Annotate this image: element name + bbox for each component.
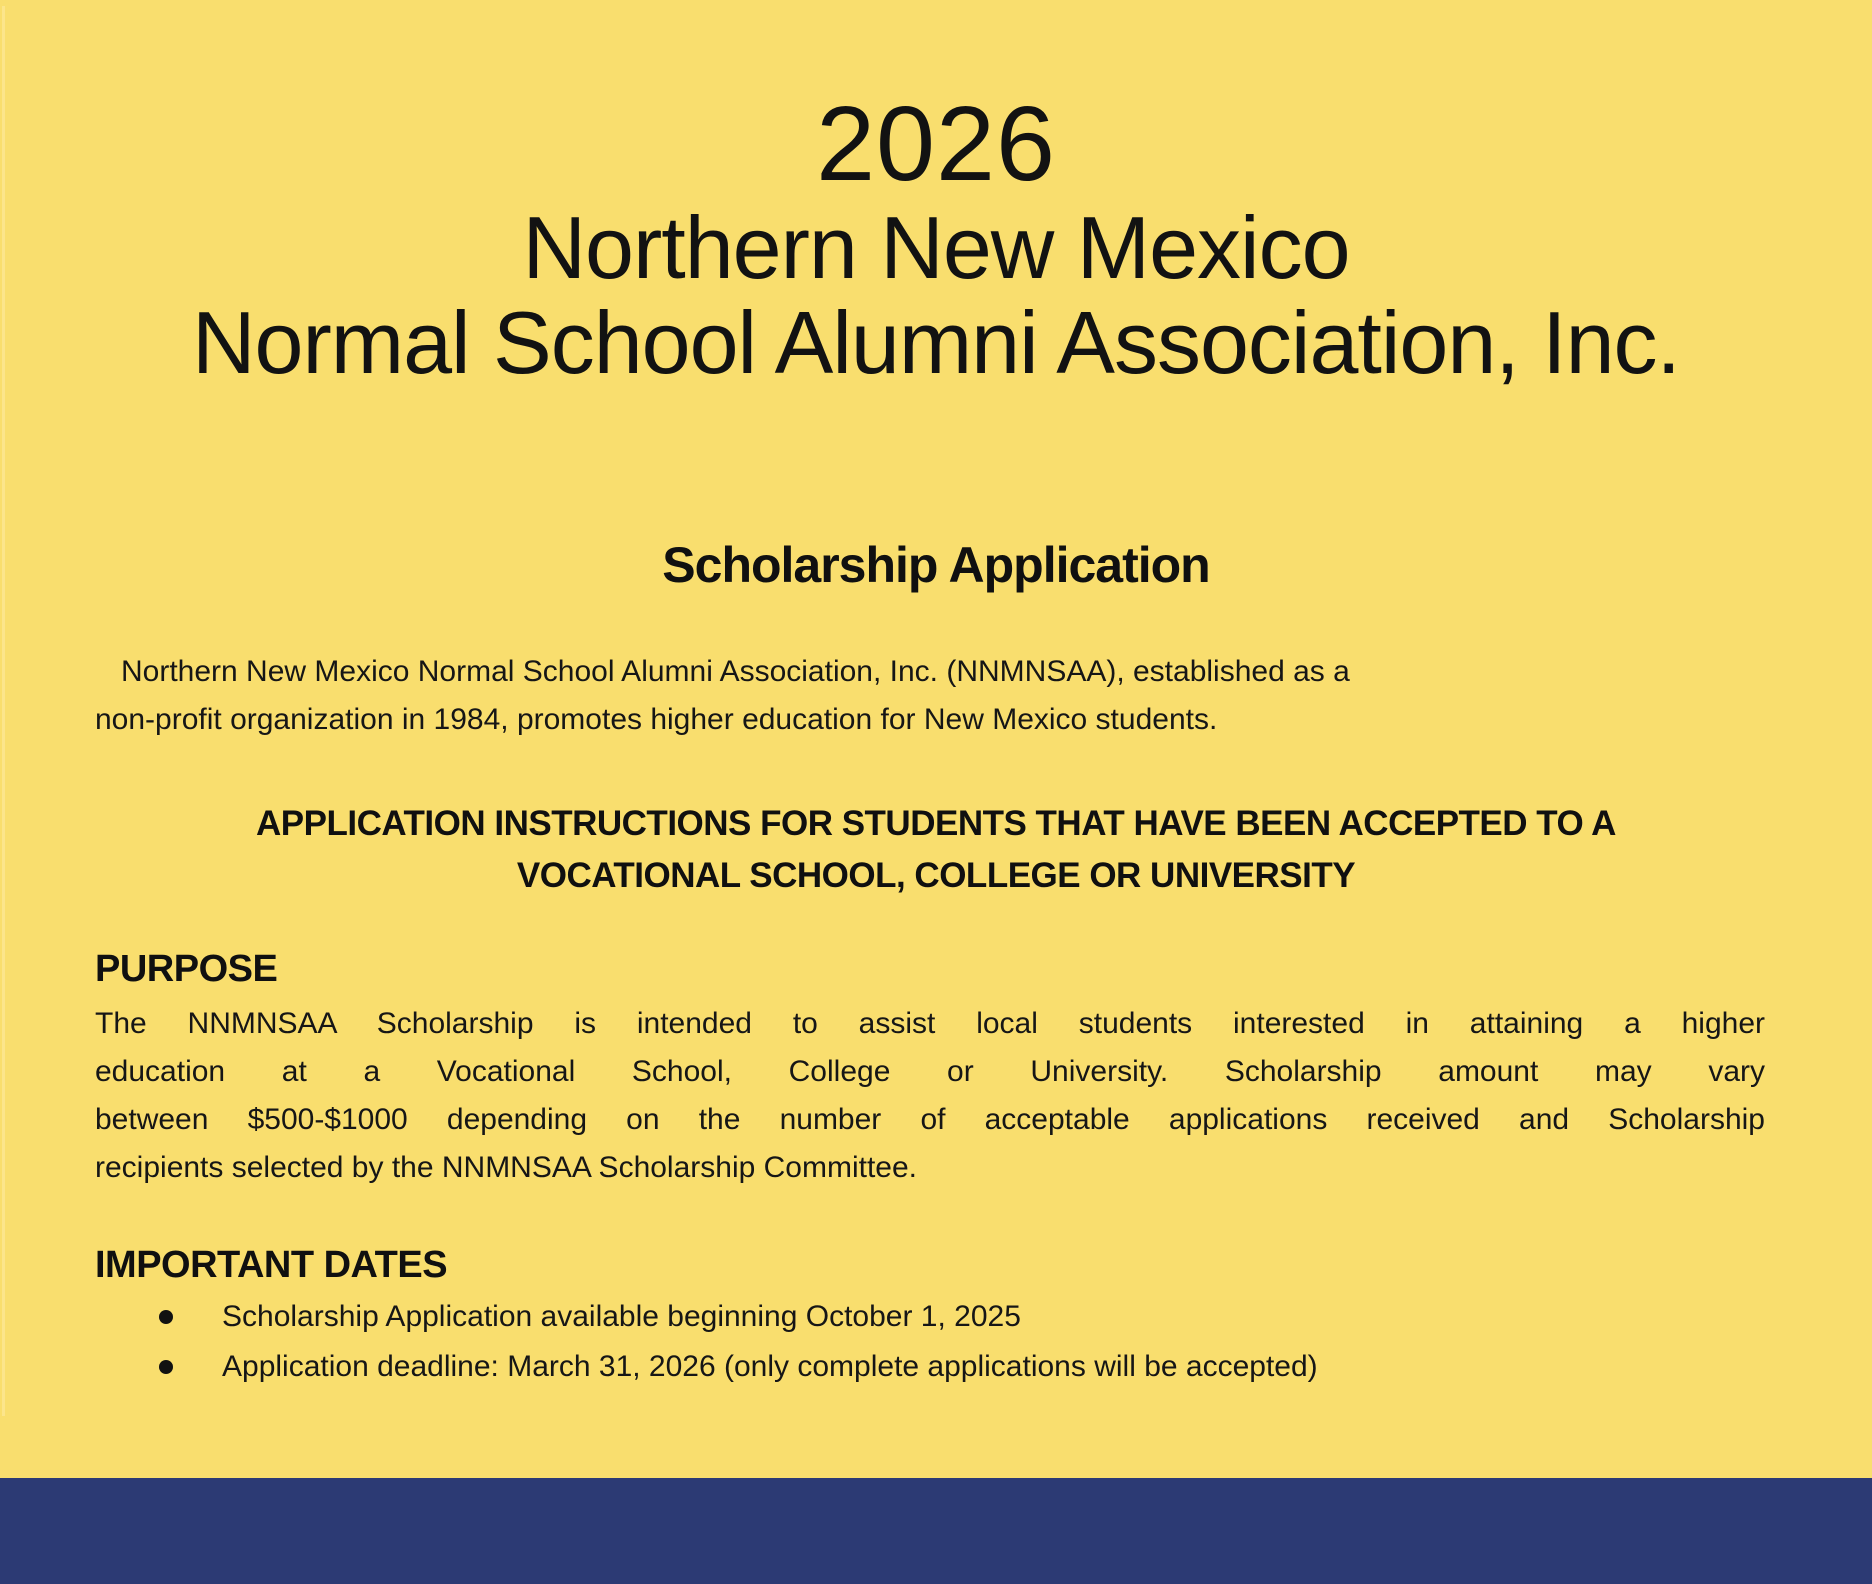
bullet-icon	[159, 1360, 173, 1374]
footer-band	[0, 1478, 1872, 1584]
purpose-heading: PURPOSE	[95, 948, 278, 990]
intro-line-1: Northern New Mexico Normal School Alumni Association, Inc. (NNMNSAA), established as a	[121, 655, 1350, 688]
bullet-icon	[159, 1310, 173, 1324]
important-dates-heading: IMPORTANT DATES	[95, 1244, 448, 1286]
purpose-paragraph	[95, 1000, 1765, 1192]
scholarship-application-title: Scholarship Application	[662, 537, 1210, 593]
org-name-line2: Normal School Alumni Association, Inc.	[191, 293, 1681, 392]
page-edge-highlight	[2, 6, 5, 1416]
date-item-text: Application deadline: March 31, 2026 (only complete applications will be accepted)	[222, 1350, 1318, 1383]
application-instructions-heading	[0, 798, 1872, 902]
instructions-heading-line1: APPLICATION INSTRUCTIONS FOR STUDENTS THAT HAVE BEEN ACCEPTED TO A	[256, 804, 1616, 843]
title-block	[0, 0, 1872, 390]
date-item-text: Scholarship Application available beginning October 1, 2025	[222, 1300, 1021, 1333]
intro-paragraph	[95, 648, 1775, 744]
date-list-item	[95, 1342, 1872, 1392]
date-list-item	[95, 1292, 1872, 1342]
year-heading: 2026	[816, 85, 1056, 203]
intro-line-2: non-profit organization in 1984, promotes higher education for New Mexico students.	[95, 703, 1218, 736]
purpose-line-2: education at a Vocational School, College or University. Scholarship amount may vary	[95, 1055, 1765, 1088]
purpose-line-3: between $500-$1000 depending on the number of acceptable applications received and Scholarship	[95, 1103, 1765, 1136]
important-dates-list	[95, 1292, 1872, 1392]
instructions-heading-line2: VOCATIONAL SCHOOL, COLLEGE OR UNIVERSITY	[516, 856, 1356, 895]
purpose-line-4: recipients selected by the NNMNSAA Scholarship Committee.	[95, 1151, 918, 1184]
purpose-line-1: The NNMNSAA Scholarship is intended to assist local students interested in attaining a higher	[95, 1007, 1765, 1040]
org-name-line1: Northern New Mexico	[522, 198, 1350, 297]
